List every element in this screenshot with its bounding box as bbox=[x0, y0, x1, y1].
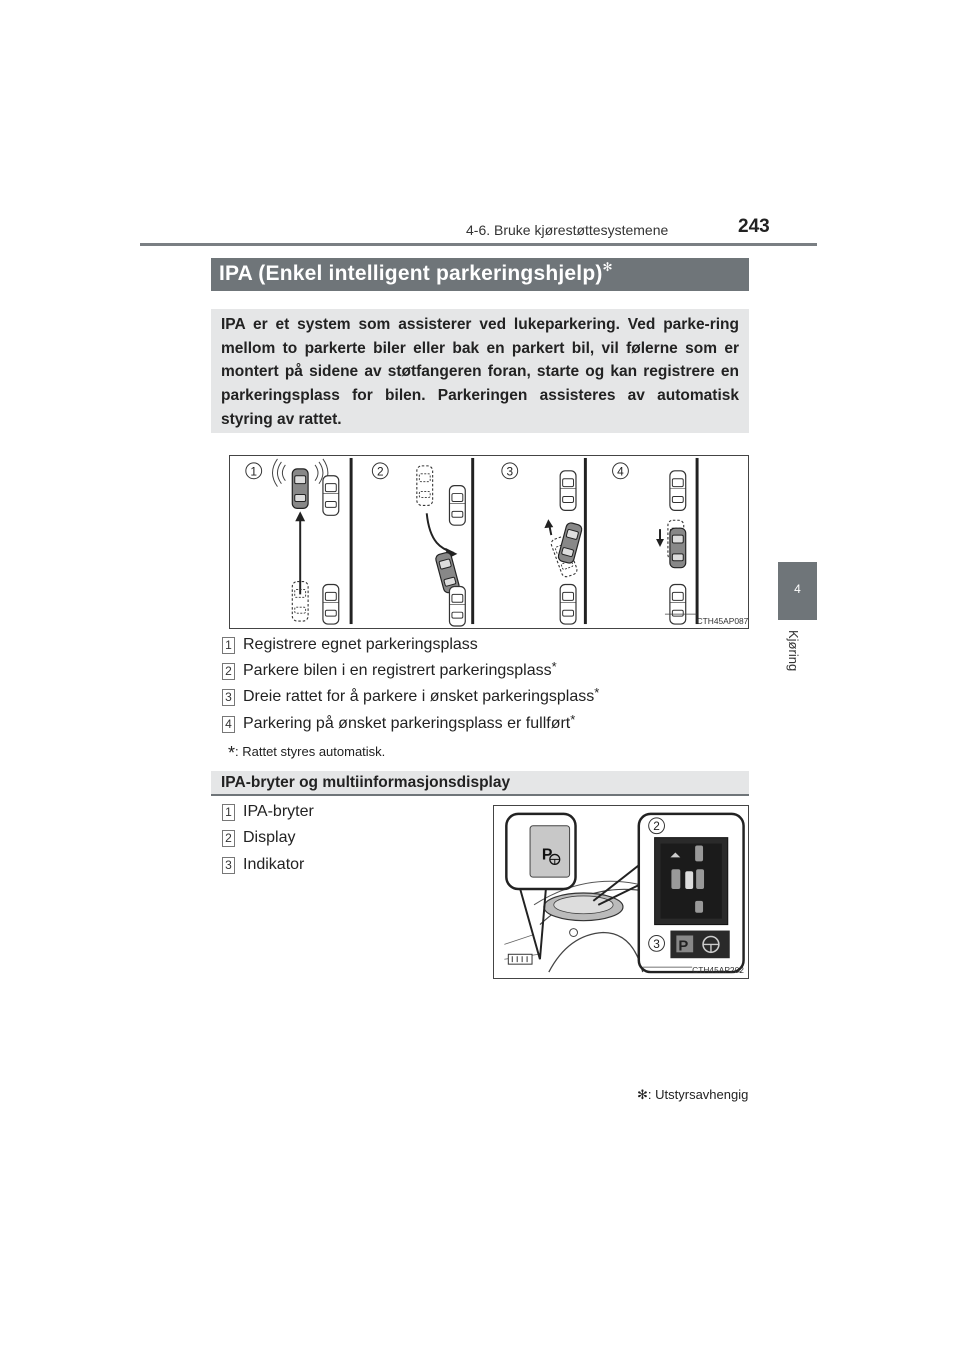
component-number: 1 bbox=[222, 804, 235, 821]
chapter-tab[interactable]: 4 bbox=[778, 562, 817, 620]
figure2-code: CTH45AP202 bbox=[692, 965, 744, 976]
step-marker-4-label: 4 bbox=[617, 464, 624, 479]
step-text: Registrere egnet parkeringsplass bbox=[243, 636, 478, 653]
optional-equipment-mark: ✻ bbox=[602, 260, 613, 274]
step-marker-1-label: 1 bbox=[250, 464, 258, 479]
section-title: 4-6. Bruke kjørestøttesystemene bbox=[466, 222, 669, 238]
step-text: Parkering på ønsket parkeringsplass er fullført bbox=[243, 715, 571, 732]
optional-equipment-footnote bbox=[637, 1087, 748, 1103]
callout-marker-2-label: 2 bbox=[653, 819, 660, 834]
component-text: Indikator bbox=[243, 856, 305, 873]
chapter-label: Kjøring bbox=[786, 630, 801, 672]
step-marker-3-label: 3 bbox=[506, 464, 514, 479]
component-number: 2 bbox=[222, 830, 235, 847]
subsection-heading: IPA-bryter og multiinformasjonsdisplay bbox=[211, 771, 749, 796]
step-text: Parkere bilen i en registrert parkeringsplass bbox=[243, 662, 552, 679]
ipa-switch-display-figure bbox=[493, 805, 749, 979]
page-number: 243 bbox=[738, 216, 770, 237]
auto-steer-mark: * bbox=[594, 685, 600, 700]
step-number: 2 bbox=[222, 663, 235, 680]
step-number: 1 bbox=[222, 637, 235, 654]
page-heading-text: IPA (Enkel intelligent parkeringshjelp) bbox=[219, 262, 603, 285]
footnote-mark: ✻ bbox=[637, 1087, 648, 1102]
step-text: Dreie rattet for å parkere i ønsket parkeringsplass bbox=[243, 688, 595, 705]
component-text: IPA-bryter bbox=[243, 803, 314, 820]
ipa-switch-label: P bbox=[541, 846, 553, 864]
page-heading bbox=[211, 258, 749, 291]
step-marker-2-label: 2 bbox=[376, 464, 384, 479]
footnote-text: : Utstyrsavhengig bbox=[647, 1087, 749, 1102]
steering-wheel bbox=[549, 933, 643, 973]
footnote-mark: * bbox=[228, 743, 236, 763]
intro-paragraph: IPA er et system som assisterer ved lukeparkering. Ved parke-ring mellom to parkerte biler eller bak en parkert bil, vil følerne som er montert på sidene av støtfangeren foran, starte og kan registrere en parkeringsplass for bilen. Parkeringen assisteres av automatisk styring av rattet. bbox=[211, 309, 749, 433]
header-divider bbox=[140, 243, 817, 246]
step-number: 3 bbox=[222, 689, 235, 706]
parking-procedure-figure bbox=[229, 455, 749, 629]
footnote bbox=[228, 744, 385, 765]
figure1-code: CTH45AP087 bbox=[696, 616, 748, 627]
auto-steer-mark: * bbox=[570, 712, 576, 727]
component-number: 3 bbox=[222, 857, 235, 874]
footnote-text: : Rattet styres automatisk. bbox=[235, 744, 386, 759]
step-number: 4 bbox=[222, 716, 235, 733]
callout-marker-3-label: 3 bbox=[653, 936, 660, 951]
indicator-glyph: P bbox=[678, 938, 689, 955]
auto-steer-mark: * bbox=[551, 659, 557, 674]
component-text: Display bbox=[243, 829, 296, 846]
